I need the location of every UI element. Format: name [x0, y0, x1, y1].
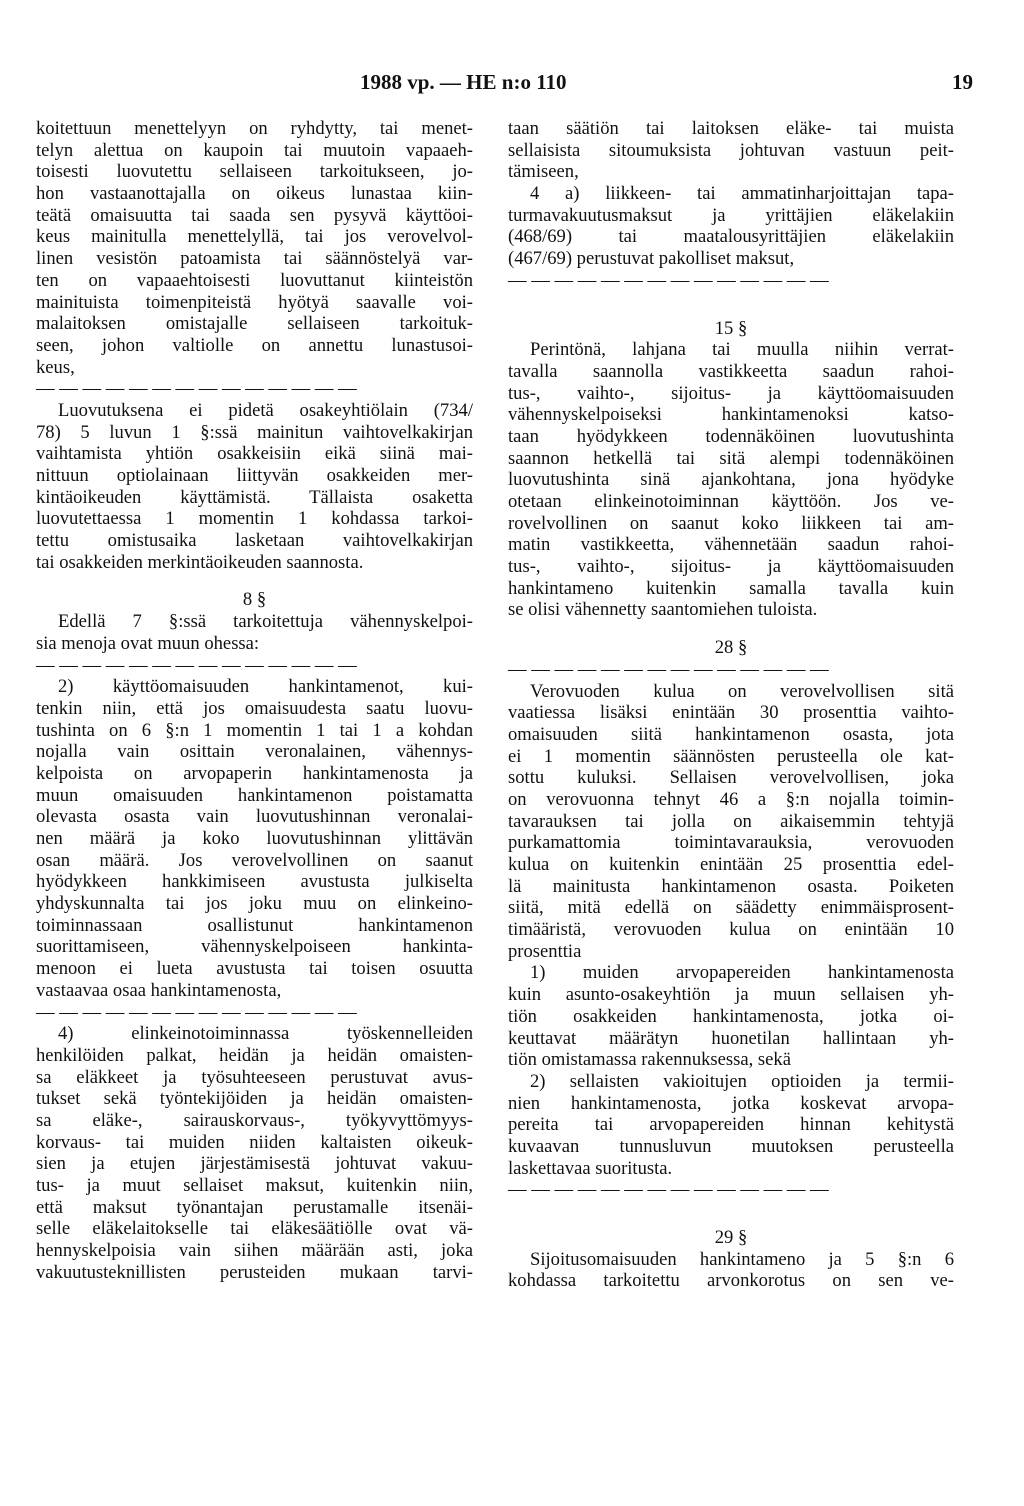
text-line: 2) sellaisten vakioitujen optioiden ja termii- — [530, 1070, 954, 1092]
text-line: luovutettaessa 1 momentin 1 kohdassa tarkoi- — [36, 508, 473, 530]
omission-dashes: — — — — — — — — — — — — — — — [508, 1179, 829, 1201]
text-line: purkamattomia toimintavarauksia, verovuoden — [508, 832, 954, 854]
paragraph-gap — [508, 292, 954, 318]
page-header — [0, 70, 1024, 100]
right-text-column — [508, 118, 954, 1292]
text-line: kuin asunto-osakeyhtiön ja muun sellaisen yh- — [508, 984, 954, 1006]
text-line: mainituista toimenpiteistä hyötyä saavalle voi- — [36, 291, 473, 313]
text-line: linen vesistön patoamista tai säännöstelyä var- — [36, 248, 473, 270]
text-line: vaihtamista yhtiön osakkeisiin eikä siinä mai- — [36, 443, 473, 465]
text-line: turmavakuutusmaksut ja yrittäjien eläkelakiin — [508, 204, 954, 226]
text-line: selle eläkelaitokselle tai eläkesäätiölle ovat vä- — [36, 1218, 473, 1240]
text-line: lä mainitusta hankintamenon osasta. Poiketen — [508, 875, 954, 897]
text-line: vähennyskelpoiseksi hankintamenoksi katso- — [508, 404, 954, 426]
omission-dashes: — — — — — — — — — — — — — — — [36, 654, 357, 676]
text-line: 4) elinkeinotoiminnassa työskennelleiden — [58, 1023, 473, 1045]
text-line: kulua on kuitenkin enintään 25 prosenttia edel- — [508, 854, 954, 875]
text-line: sottu kuluksi. Sellaisen verovelvollisen, joka — [508, 767, 954, 789]
text-line: tämiseen, — [508, 161, 579, 183]
text-line: luovutushinta sinä ajankohtana, jona hyödyke — [508, 469, 954, 491]
text-line: sa eläkkeet ja työsuhteeseen perustuvat avus- — [36, 1066, 473, 1088]
text-line: ei 1 momentin säännösten perusteella ole kat- — [508, 745, 954, 767]
text-line: sellaisista sitoumuksista johtuvan vastuun peit- — [508, 139, 954, 161]
text-line: vastaavaa osaa hankintamenosta, — [36, 979, 282, 1001]
text-line: nen määrä ja koko luovutushinnan ylittävän — [36, 828, 473, 849]
text-line: Edellä 7 §:ssä tarkoitettuja vähennyskelpoi- — [58, 611, 473, 633]
text-line: tus- ja muut sellaiset maksut, kuitenkin niin, — [36, 1175, 473, 1196]
text-line: prosenttia — [508, 940, 582, 962]
text-line: osan määrä. Jos verovelvollinen on saanut — [36, 849, 473, 871]
section-heading: 29 § — [714, 1227, 748, 1248]
text-line: tavarauksen tai jolla on aikaisemmin tehtyjä — [508, 810, 954, 832]
text-line: korvaus- tai muiden niiden kaltaisten oikeuk- — [36, 1131, 473, 1153]
text-line: tus-, vaihto-, sijoitus- ja käyttöomaisuuden — [508, 556, 954, 578]
text-line: nojalla vain osittain veronalainen, vähennys- — [36, 741, 473, 763]
text-line: nittuun optiolainaan liittyvän osakkeiden mer- — [36, 465, 473, 486]
omission-dashes: — — — — — — — — — — — — — — — [36, 378, 357, 400]
section-heading: 15 § — [714, 317, 748, 339]
text-line: olevasta osasta vain luovutushinnan veronalai- — [36, 806, 473, 828]
text-line: henkilöiden palkat, heidän ja heidän omaisten- — [36, 1044, 473, 1066]
text-line: kuvaavan tunnusluvun muutoksen perusteella — [508, 1135, 954, 1157]
text-line: keuttavat määrätyn huonetilan hallintaan yh- — [508, 1027, 954, 1049]
paragraph-gap — [508, 1201, 954, 1227]
text-line: taan hyödykkeen todennäköinen luovutushinta — [508, 425, 954, 447]
text-line: että maksut työnantajan perustamalle itsenäi- — [36, 1196, 473, 1218]
text-line: muun omaisuuden hankintamenon poistamatta — [36, 784, 473, 806]
text-line: sien ja etujen järjestämisestä johtuvat vakuu- — [36, 1153, 473, 1175]
text-line: siitä, mitä edellä on säädetty enimmäisprosent- — [508, 897, 954, 919]
section-heading: 8 § — [242, 589, 267, 611]
page-number: 19 — [952, 70, 973, 94]
left-text-column — [36, 118, 473, 1283]
section-heading: 28 § — [714, 637, 748, 659]
text-line: se olisi vähennetty saantomiehen tuloista. — [508, 599, 818, 621]
text-line: Sijoitusomaisuuden hankintameno ja 5 §:n 6 — [530, 1248, 954, 1270]
text-line: sa eläke-, sairauskorvaus-, työkyvyttömyys- — [36, 1109, 473, 1131]
paragraph-gap — [36, 573, 473, 589]
text-line: tushinta on 6 §:n 1 momentin 1 tai 1 a kohdan — [36, 719, 473, 741]
text-line: seen, johon valtiolle on annettu lunastusoi- — [36, 334, 473, 356]
text-line: on verovuonna tehnyt 46 a §:n nojalla toimin- — [508, 788, 954, 810]
omission-dashes: — — — — — — — — — — — — — — — [508, 658, 829, 680]
text-line: 2) käyttöomaisuuden hankintamenot, kui- — [58, 676, 473, 698]
text-line: vaatiessa lisäksi enintään 30 prosenttia vaihto- — [508, 702, 954, 724]
text-line: yhdyskunnalta tai jos joku muu on elinkeino- — [36, 893, 473, 915]
text-line: tiön osakkeiden hankintamenosta, jotka oi- — [508, 1005, 954, 1027]
text-line: telyn alettua on kaupoin tai muutoin vapaaeh- — [36, 139, 473, 161]
text-line: malaitoksen omistajalle sellaiseen tarkoituk- — [36, 313, 473, 335]
text-line: toiminnassaan osallistunut hankintamenon — [36, 914, 473, 936]
text-line: saannon hetkellä tai sitä alempi todennäköinen — [508, 447, 954, 469]
text-line: toisesti luovutettu sellaiseen tarkoitukseen, jo- — [36, 161, 473, 183]
text-line: nien hankintamenosta, jotka koskevat arvopa- — [508, 1092, 954, 1114]
text-line: kintäoikeuden käyttämistä. Tällaista osaketta — [36, 486, 473, 508]
text-line: (467/69) perustuvat pakolliset maksut, — [508, 248, 795, 270]
text-line: kelpoista on arvopaperin hankintamenosta ja — [36, 762, 473, 784]
text-line: hennyskelpoisia vain siihen määrään asti, joka — [36, 1240, 473, 1262]
text-line: tavalla saannolla vastikkeetta saadun rahoi- — [508, 360, 954, 382]
text-line: laskettavaa suoritusta. — [508, 1157, 673, 1179]
text-line: hon vastaanottajalla on oikeus lunastaa kiin- — [36, 183, 473, 205]
text-line: omaisuuden siitä hankintamenon osasta, jota — [508, 723, 954, 745]
text-line: 1) muiden arvopapereiden hankintamenosta — [530, 962, 954, 984]
header-title: 1988 vp. — HE n:o 110 — [360, 70, 567, 94]
text-line: tenkin niin, että jos omaisuudesta saatu luovu- — [36, 697, 473, 719]
text-line: 78) 5 luvun 1 §:ssä mainitun vaihtovelkakirjan — [36, 421, 473, 443]
text-line: teätä omaisuutta tai saada sen pysyvä käyttöoi- — [36, 204, 473, 226]
text-line: matin vastikkeetta, vähennetään saadun rahoi- — [508, 534, 954, 556]
text-line: Verovuoden kulua on verovelvollisen sitä — [530, 680, 954, 702]
text-line: tai osakkeiden merkintäoikeuden saannosta. — [36, 551, 364, 573]
text-line: tukset sekä työntekijöiden ja heidän omaisten- — [36, 1088, 473, 1110]
text-line: tus-, vaihto-, sijoitus- ja käyttöomaisuuden — [508, 382, 954, 404]
text-line: (468/69) tai maatalousyrittäjien eläkelakiin — [508, 226, 954, 248]
text-line: hyödykkeen hankkimiseen avustusta julkiselta — [36, 871, 473, 893]
text-line: suorittamiseen, vähennyskelpoiseen hankinta- — [36, 936, 473, 958]
text-line: tettu omistusaika lasketaan vaihtovelkakirjan — [36, 530, 473, 552]
paragraph-gap — [508, 621, 954, 637]
text-line: menoon ei lueta avustusta tai toisen osuutta — [36, 958, 473, 980]
text-line: pereita tai arvopapereiden hinnan kehitystä — [508, 1114, 954, 1136]
text-line: sia menoja ovat muun ohessa: — [36, 632, 260, 654]
text-line: tiön omistamassa rakennuksessa, sekä — [508, 1049, 791, 1071]
text-line: Perintönä, lahjana tai muulla niihin verrat- — [530, 339, 954, 361]
text-line: otetaan elinkeinotoiminnan käyttöön. Jos ve- — [508, 491, 954, 512]
omission-dashes: — — — — — — — — — — — — — — — [36, 1001, 357, 1023]
text-line: kohdassa tarkoitettu arvonkorotus on sen ve- — [508, 1270, 954, 1292]
text-line: keus mainitulla menettelyllä, tai jos verovelvol- — [36, 226, 473, 248]
text-line: hankintameno kuitenkin samalla tavalla kuin — [508, 577, 954, 599]
text-line: taan säätiön tai laitoksen eläke- tai muista — [508, 118, 954, 139]
text-line: rovelvollinen on saanut koko liikkeen tai am- — [508, 512, 954, 534]
text-line: 4 a) liikkeen- tai ammatinharjoittajan tapa- — [530, 183, 954, 205]
text-line: ten on vapaaehtoisesti luovuttanut kiinteistön — [36, 269, 473, 291]
text-line: timääristä, verovuoden kulua on enintään 10 — [508, 919, 954, 941]
text-line: keus, — [36, 356, 75, 378]
text-line: vakuutusteknillisten perusteiden mukaan tarvi- — [36, 1261, 473, 1283]
omission-dashes: — — — — — — — — — — — — — — — [508, 269, 829, 291]
text-line: koitettuun menettelyyn on ryhdytty, tai menet- — [36, 118, 473, 139]
text-line: Luovutuksena ei pidetä osakeyhtiölain (734/ — [58, 399, 473, 421]
